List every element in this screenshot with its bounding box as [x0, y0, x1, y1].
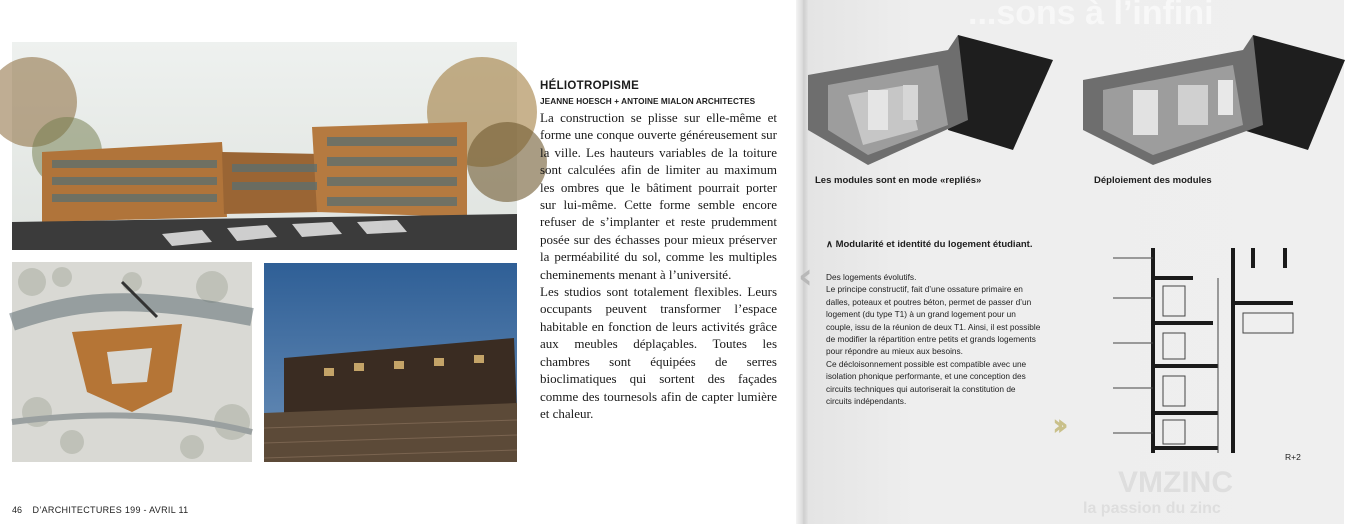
sidebar-paragraph: Des logements évolutifs.: [826, 272, 917, 282]
chevron-left-icon: ‹: [798, 256, 813, 297]
caption-deployed-modules: Déploiement des modules: [1094, 175, 1212, 186]
page-number: 46: [12, 505, 23, 515]
right-page: [798, 0, 1344, 524]
article-paragraph: Les studios sont totalement flexibles. Leurs occupants peuvent transformer l’espace habitable en fonction de leurs activités grâce aux meubles déplaçables. Toutes les chambres sont équipées de serres bioclimatiques qui sortent des façades comme des tournesols afin de capter lumière et chaleur.: [540, 284, 777, 421]
magazine-issue: D’ARCHITECTURES 199 - AVRIL 11: [32, 505, 189, 515]
deployed-modules-axonometric: [1083, 30, 1345, 170]
article-text: [540, 80, 777, 422]
double-chevron-right-icon: ››: [1052, 408, 1061, 443]
article-body: [540, 109, 777, 422]
sidebar-paragraph: Le principe constructif, fait d’une ossature primaire en dalles, poteaux et poutres béton, permet de passer d’un logement (du type T1) à un grand logement pour un couple, issu de la réunion de deux T1. Ainsi, il est possible de modifier la répartition entre petits et grands logements pour répondre au mieux aux besoins.: [826, 284, 1041, 357]
ghost-tagline-text: la passion du zinc: [1083, 500, 1221, 517]
sidebar-text: [826, 271, 1041, 407]
article-paragraph: La construction se plisse sur elle-même et forme une conque ouverte généreusement sur la ville. Les hauteurs variables de la toiture sont calculées afin de limiter au maximum les ombres que le bâtiment pourrait porter sur lui-même. Cette forme semble encore refuser de s’implanter et reste prudemment posée sur des échasses pour mieux préserver la perméabilité du sol, comme les multiples cheminements menant à l’université.: [540, 110, 777, 282]
ghost-logo-text: VMZINC: [1118, 466, 1233, 499]
evening-rendering-photo: [264, 263, 517, 462]
sidebar-title: ∧ Modularité et identité du logement étudiant.: [826, 239, 1033, 250]
sidebar-paragraph: Ce décloisonnement possible est compatible avec une isolation phonique performante, et une conception des circuits techniques qui autoriserait la constitution de circuits indépendants.: [826, 358, 1027, 407]
ghost-header-text: ...sons à l’infini: [968, 0, 1214, 32]
article-authors: JEANNE HOESCH + ANTOINE MIALON ARCHITECTES: [540, 97, 756, 106]
floor-plan-drawing: [1053, 238, 1344, 468]
site-plan-photo: [12, 262, 252, 462]
page-folio: [12, 505, 188, 515]
caption-folded-modules: Les modules sont en mode «repliés»: [815, 175, 982, 186]
folded-modules-axonometric: [808, 30, 1053, 170]
floor-level-label: R+2: [1285, 452, 1301, 462]
hero-rendering-photo: [12, 42, 517, 250]
article-title: HÉLIOTROPISME: [540, 80, 640, 92]
